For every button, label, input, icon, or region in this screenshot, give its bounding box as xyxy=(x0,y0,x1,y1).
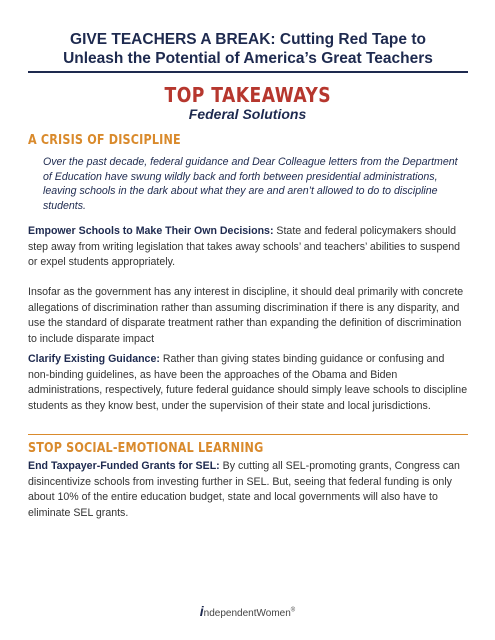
paragraph-text: State and federal policymakers should step away from writing legislation that takes away schools’ and teachers’ abilities to suspend or expel students appropriately. xyxy=(28,225,461,268)
section-divider xyxy=(28,434,468,435)
page-header xyxy=(28,30,468,68)
discipline-intro: Over the past decade, federal guidance and Dear Colleague letters from the Department of Education have swung wildly back and forth between presidential administrations, leaving schools in the dark about what they are and aren’t allowed to do to discipline students. xyxy=(43,156,458,212)
independent-women-logo xyxy=(0,603,495,619)
paragraph-heading: Clarify Existing Guidance: xyxy=(28,353,160,365)
header-line-1: GIVE TEACHERS A BREAK: Cutting Red Tape to xyxy=(70,31,426,48)
takeaways-banner xyxy=(0,84,495,122)
paragraph-clarify-guidance xyxy=(28,352,468,414)
takeaways-title: TOP TAKEAWAYS xyxy=(164,83,331,107)
logo-text-2: Women xyxy=(256,608,291,619)
section-title-sel: STOP SOCIAL-EMOTIONAL LEARNING xyxy=(28,441,264,456)
paragraph-text: By cutting all SEL-promoting grants, Congress can disincentivize schools from investing further in SEL. But, seeing that federal funding is only about 10% of the entire education budget, state and local governments will also have to eliminate SEL grants. xyxy=(28,460,460,519)
logo-registered: ® xyxy=(290,607,296,614)
takeaways-subtitle: Federal Solutions xyxy=(188,106,307,122)
paragraph-empower-schools xyxy=(28,224,468,271)
paragraph-discrimination: Insofar as the government has any interest in discipline, it should deal primarily with concrete allegations of discrimination rather than assuming discrimination if there is any disparity, and use the standard of disparate treatment rather than expanding the definition of discrimination to include disparate impact xyxy=(28,286,464,345)
paragraph-heading: End Taxpayer-Funded Grants for SEL: xyxy=(28,460,220,472)
header-divider xyxy=(28,71,468,73)
logo-mark: i xyxy=(199,603,204,619)
paragraph-end-grants xyxy=(28,459,468,521)
header-line-2: Unleash the Potential of America’s Great Teachers xyxy=(63,50,433,67)
section-title-discipline: A CRISIS OF DISCIPLINE xyxy=(28,133,181,148)
logo-text-1: ndependent xyxy=(203,608,257,619)
paragraph-text: Rather than giving states binding guidance or confusing and non-binding guidelines, as have been the approaches of the Obama and Biden administrations, respectively, future federal guidance should simply leave schools to discipline students as they know best, under the supervision of their state and local jurisdictions. xyxy=(28,353,468,412)
paragraph-heading: Empower Schools to Make Their Own Decisions: xyxy=(28,225,274,237)
